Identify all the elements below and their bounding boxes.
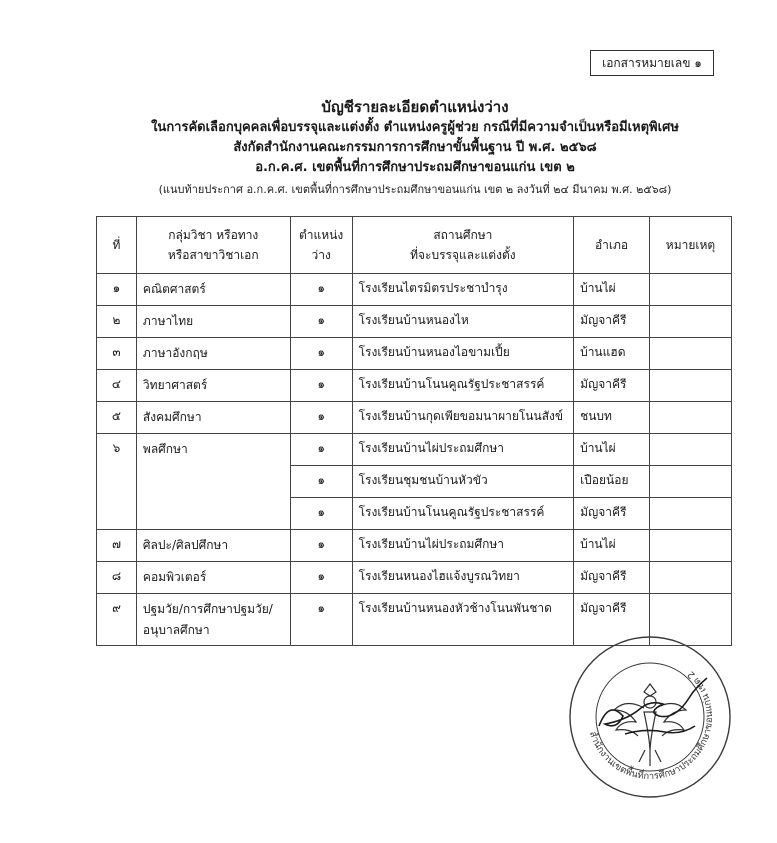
cell-district: ชนบท (574, 402, 650, 434)
header-district: อำเภอ (574, 217, 650, 274)
cell-remark (650, 402, 732, 434)
cell-district: มัญจาคีรี (574, 594, 650, 646)
cell-district: บ้านไผ่ (574, 530, 650, 562)
header-count: ตำแหน่ง ว่าง (290, 217, 352, 274)
cell-district: มัญจาคีรี (574, 306, 650, 338)
seal-ring-textpath: สำนักงานเขตพื้นที่การศึกษาประถมศึกษาขอนแก่น เขต 2 (586, 668, 716, 783)
cell-no: ๔ (97, 370, 137, 402)
cell-school: โรงเรียนบ้านหนองหัวช้างโนนพันชาด (352, 594, 573, 646)
cell-school: โรงเรียนบ้านหนองไอขามเปี้ย (352, 338, 573, 370)
cell-subject (136, 594, 290, 646)
cell-school: โรงเรียนบ้านกุดเพียขอมนาผายโนนสังข์ (352, 402, 573, 434)
cell-no: ๕ (97, 402, 137, 434)
document-reference-box (590, 50, 714, 76)
document-subtitle: (แนบท้ายประกาศ อ.ก.ค.ศ. เขตพื้นที่การศึกษาประถมศึกษาขอนแก่น เขต ๒ ลงวันที่ ๒๔ มีนาคม พ.ศ. ๒๕๖๘) (158, 183, 672, 196)
cell-school: โรงเรียนชุมชนบ้านหัวขัว (352, 466, 573, 498)
cell-school: โรงเรียนบ้านหนองไห (352, 306, 573, 338)
cell-district: มัญจาคีรี (574, 370, 650, 402)
document-title-line4: อ.ก.ค.ศ. เขตพื้นที่การศึกษาประถมศึกษาขอนแก่น เขต ๒ (255, 160, 575, 175)
header-no: ที่ (97, 217, 137, 274)
table-row (97, 530, 732, 562)
cell-count: ๑ (290, 498, 352, 530)
cell-no: ๑ (97, 274, 137, 306)
header-school: สถานศึกษา ที่จะบรรจุและแต่งตั้ง (352, 217, 573, 274)
cell-district: เปือยน้อย (574, 466, 650, 498)
table-row (97, 338, 732, 370)
cell-district: มัญจาคีรี (574, 498, 650, 530)
cell-remark (650, 466, 732, 498)
cell-count: ๑ (290, 402, 352, 434)
cell-no: ๗ (97, 530, 137, 562)
cell-school: โรงเรียนบ้านไผ่ประถมศึกษา (352, 434, 573, 466)
cell-remark (650, 338, 732, 370)
cell-subject: วิทยาศาสตร์ (136, 370, 290, 402)
cell-subject: คอมพิวเตอร์ (136, 562, 290, 594)
document-reference-label: เอกสารหมายเลข ๑ (602, 55, 702, 70)
table-row (97, 434, 732, 466)
cell-remark (650, 434, 732, 466)
table-row (97, 306, 732, 338)
cell-school: โรงเรียนบ้านโนนคูณรัฐประชาสรรค์ (352, 498, 573, 530)
cell-subject: ภาษาไทย (136, 306, 290, 338)
cell-subject-line1: ปฐมวัย/การศึกษาปฐมวัย/ (142, 602, 273, 616)
table-header-row (97, 217, 732, 274)
cell-subject: พลศึกษา (136, 434, 290, 530)
cell-count: ๑ (290, 338, 352, 370)
cell-subject: คณิตศาสตร์ (136, 274, 290, 306)
table-row (97, 370, 732, 402)
cell-remark (650, 306, 732, 338)
cell-remark (650, 370, 732, 402)
cell-count: ๑ (290, 306, 352, 338)
document-title: บัญชีรายละเอียดตำแหน่งว่าง (321, 98, 509, 116)
cell-school: โรงเรียนบ้านโนนคูณรัฐประชาสรรค์ (352, 370, 573, 402)
vacancy-table (96, 216, 732, 646)
cell-school: โรงเรียนหนองไฮแจ้งบูรณวิทยา (352, 562, 573, 594)
document-title-line2: ในการคัดเลือกบุคคลเพื่อบรรจุและแต่งตั้ง ตำแหน่งครูผู้ช่วย กรณีที่มีความจำเป็นหรือมีเหตุพิเศษ (151, 120, 679, 135)
cell-count: ๑ (290, 434, 352, 466)
cell-count: ๑ (290, 274, 352, 306)
title-block (95, 96, 735, 200)
cell-school: โรงเรียนบ้านไผ่ประถมศึกษา (352, 530, 573, 562)
cell-no: ๘ (97, 562, 137, 594)
cell-subject: ภาษาอังกฤษ (136, 338, 290, 370)
cell-count: ๑ (290, 562, 352, 594)
official-seal-stamp (565, 632, 735, 802)
header-remark: หมายเหตุ (650, 217, 732, 274)
cell-no: ๓ (97, 338, 137, 370)
cell-district: บ้านไผ่ (574, 434, 650, 466)
table-row (97, 274, 732, 306)
cell-remark (650, 530, 732, 562)
document-title-line3: สังกัดสำนักงานคณะกรรมการการศึกษาขั้นพื้นฐาน ปี พ.ศ. ๒๕๖๘ (233, 140, 597, 155)
cell-district: มัญจาคีรี (574, 562, 650, 594)
cell-subject-line2: อนุบาลศึกษา (142, 623, 210, 637)
cell-count: ๑ (290, 370, 352, 402)
header-subject: กลุ่มวิชา หรือทาง หรือสาขาวิชาเอก (136, 217, 290, 274)
cell-count: ๑ (290, 466, 352, 498)
garuda-emblem-icon (614, 684, 686, 766)
cell-no: ๒ (97, 306, 137, 338)
table-row (97, 562, 732, 594)
cell-subject: ศิลปะ/ศิลปศึกษา (136, 530, 290, 562)
cell-no: ๙ (97, 594, 137, 646)
cell-district: บ้านแฮด (574, 338, 650, 370)
cell-school: โรงเรียนไตรมิตรประชาบำรุง (352, 274, 573, 306)
cell-remark (650, 498, 732, 530)
cell-no: ๖ (97, 434, 137, 530)
cell-count: ๑ (290, 594, 352, 646)
cell-subject: สังคมศึกษา (136, 402, 290, 434)
cell-remark (650, 274, 732, 306)
cell-district: บ้านไผ่ (574, 274, 650, 306)
cell-remark (650, 562, 732, 594)
table-row (97, 402, 732, 434)
cell-count: ๑ (290, 530, 352, 562)
